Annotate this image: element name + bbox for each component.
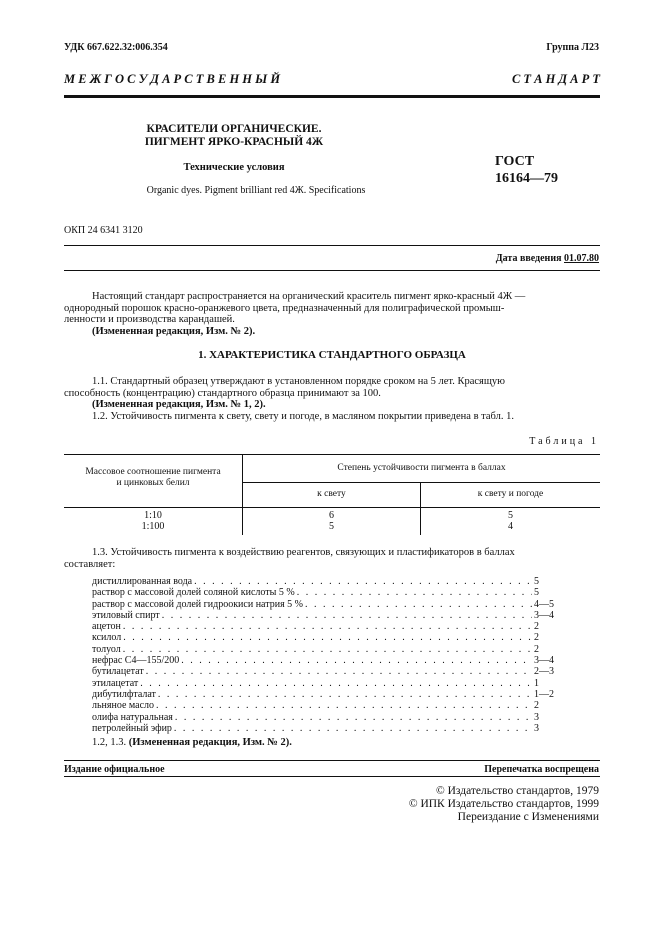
list-item-name: толуол [92, 643, 121, 655]
list-item-name: этилацетат [92, 677, 139, 689]
list-item-name: этиловый спирт [92, 609, 160, 621]
leader-dots [123, 632, 532, 643]
list-item-score: 4—5 [534, 598, 554, 610]
list-item-score: 2—3 [534, 666, 554, 678]
gost-number: 16164—79 [495, 171, 558, 186]
table-header-bottom-border [64, 507, 600, 508]
table-row-1-ratio: 1:10 [144, 510, 162, 521]
english-title: Organic dyes. Pigment brilliant red 4Ж. Specifications [146, 185, 366, 196]
list-item [92, 599, 572, 610]
paragraph-1-1 [64, 376, 600, 422]
intro-paragraph [64, 291, 600, 337]
list-item-score: 3 [534, 711, 539, 723]
list-item [92, 610, 572, 621]
leader-dots [140, 678, 532, 689]
banner-word-interstate: М Е Ж Г О С У Д А Р С Т В Е Н Н Ы Й [64, 72, 281, 86]
paragraph-1-3 [64, 547, 600, 570]
list-item-name: олифа натуральная [92, 711, 173, 723]
leader-dots [297, 587, 532, 598]
leader-dots [174, 723, 532, 734]
list-item [92, 587, 572, 598]
list-item-name: раствор с массовой долей соляной кислоты 5 % [92, 587, 295, 599]
table-row-2-weather: 4 [508, 521, 513, 532]
list-item [92, 666, 572, 677]
leader-dots [305, 599, 532, 610]
col1-header-line-1: Массовое соотношение пигмента [85, 467, 221, 477]
list-item-score: 2 [534, 700, 539, 712]
footer-rule-2 [64, 776, 600, 777]
interstate-standard-banner [64, 72, 600, 87]
copyright-1979: © Издательство стандартов, 1979 [435, 785, 599, 797]
section-1-heading: 1. ХАРАКТЕРИСТИКА СТАНДАРТНОГО ОБРАЗЦА [198, 349, 466, 361]
intro-date-value: 01.07.80 [564, 253, 599, 264]
leader-dots [181, 655, 532, 666]
list-item-score: 2 [534, 643, 539, 655]
list-item-score: 3—4 [534, 655, 554, 667]
gost-designation [495, 153, 558, 187]
table-col2-header: к свету [317, 489, 346, 499]
intro-line-3: ленности и производства карандашей. [64, 314, 235, 325]
leader-dots [123, 644, 532, 655]
leader-dots [175, 712, 532, 723]
table-row-1-light: 6 [329, 510, 334, 521]
list-item-name: петролейный эфир [92, 722, 172, 734]
gost-label: ГОСТ [495, 154, 535, 169]
title-line-2: ПИГМЕНТ ЯРКО-КРАСНЫЙ 4Ж [144, 136, 324, 148]
list-item-score: 2 [534, 632, 539, 644]
udk-code: УДК 667.622.32:006.354 [64, 42, 168, 53]
list-item-score: 3—4 [534, 609, 554, 621]
list-item [92, 644, 572, 655]
list-item-name: бутилацетат [92, 666, 144, 678]
p11-edit-note: (Измененная редакция, Изм. № 1, 2). [92, 399, 266, 410]
table-top-border [64, 454, 600, 455]
okp-rule [64, 245, 600, 246]
copyright-1999: © ИПК Издательство стандартов, 1999 [408, 798, 599, 810]
p13-line-1: 1.3. Устойчивость пигмента к воздействию реагентов, связующих и пластификаторов в баллах [92, 547, 515, 558]
table-row-1-weather: 5 [508, 510, 513, 521]
p11-line-1: 1.1. Стандартный образец утверждают в установленном порядке сроком на 5 лет. Красящую [92, 376, 506, 387]
list-item [92, 723, 572, 734]
reprint-prohibited: Перепечатка воспрещена [484, 764, 599, 775]
p13-edit-text: (Измененная редакция, Изм. № 2). [128, 737, 292, 748]
list-item-name: ксилол [92, 632, 122, 644]
group-code: Группа Л23 [546, 42, 599, 53]
official-edition: Издание официальное [64, 764, 165, 775]
list-item [92, 712, 572, 723]
intro-line-2: однородный порошок красно-оранжевого цвета, предназначенный для полиграфической промыш- [64, 302, 505, 314]
table-1-caption: Таблица 1 [529, 436, 599, 447]
leader-dots [123, 621, 532, 632]
list-item [92, 621, 572, 632]
list-item [92, 632, 572, 643]
title-line-1: КРАСИТЕЛИ ОРГАНИЧЕСКИЕ. [146, 123, 322, 135]
leader-dots [156, 700, 532, 711]
intro-edit-note: (Измененная редакция, Изм. № 2). [92, 325, 256, 337]
reissue-note: Переиздание с Изменениями [457, 811, 599, 823]
list-item-score: 5 [534, 576, 539, 587]
col1-header-line-2: и цинковых белил [116, 478, 190, 488]
list-item-score: 3 [534, 722, 539, 734]
intro-line-1: Настоящий стандарт распространяется на органический краситель пигмент ярко-красный 4Ж — [92, 291, 526, 302]
list-item [92, 655, 572, 666]
list-item-name: раствор с массовой долей гидроокиси натрия 5 % [92, 598, 304, 610]
p13-edit-note [64, 737, 600, 749]
date-rule [64, 270, 600, 271]
intro-date [496, 253, 599, 264]
leader-dots [146, 666, 532, 677]
list-item-name: дибутилфталат [92, 688, 156, 700]
banner-word-standard: С Т А Н Д А Р Т [511, 72, 600, 86]
list-item-score: 2 [534, 621, 539, 633]
list-item [92, 689, 572, 700]
leader-dots [158, 689, 532, 700]
table-group-header: Степень устойчивости пигмента в баллах [337, 463, 506, 473]
table-col1-header [64, 467, 242, 489]
list-item-name: льняное масло [92, 700, 155, 712]
intro-date-label: Дата введения [495, 253, 562, 264]
p11-line-2: способность (концентрацию) стандартного образца принимают за 100. [64, 387, 381, 399]
list-item-score: 1 [534, 677, 539, 689]
list-item [92, 576, 572, 587]
list-item-name: нефрас С4—155/200 [92, 655, 180, 667]
footer-rule [64, 760, 600, 761]
leader-dots [162, 610, 532, 621]
paragraph-1-2: 1.2. Устойчивость пигмента к свету, свету и погоде, в масляном покрытии приведена в табл. 1. [92, 410, 514, 422]
table-row-2-ratio: 1:100 [141, 521, 165, 532]
list-item [92, 678, 572, 689]
table-col3-header: к свету и погоде [477, 489, 544, 499]
p13-line-2: составляет: [64, 558, 116, 570]
table-row-2-light: 5 [329, 521, 334, 532]
list-item-score: 5 [534, 587, 539, 599]
table-subheader-border [242, 482, 600, 483]
list-item [92, 700, 572, 711]
p13-edit-prefix: 1.2, 1.3. [92, 737, 127, 748]
list-item-name: ацетон [92, 621, 121, 633]
subtitle: Технические условия [183, 162, 285, 173]
banner-rule [64, 95, 600, 98]
list-item-name: дистиллированная вода [92, 576, 193, 587]
list-item-score: 1—2 [534, 688, 554, 700]
okp-code: ОКП 24 6341 3120 [64, 225, 143, 236]
leader-dots [194, 576, 532, 587]
resistance-list [92, 576, 572, 734]
